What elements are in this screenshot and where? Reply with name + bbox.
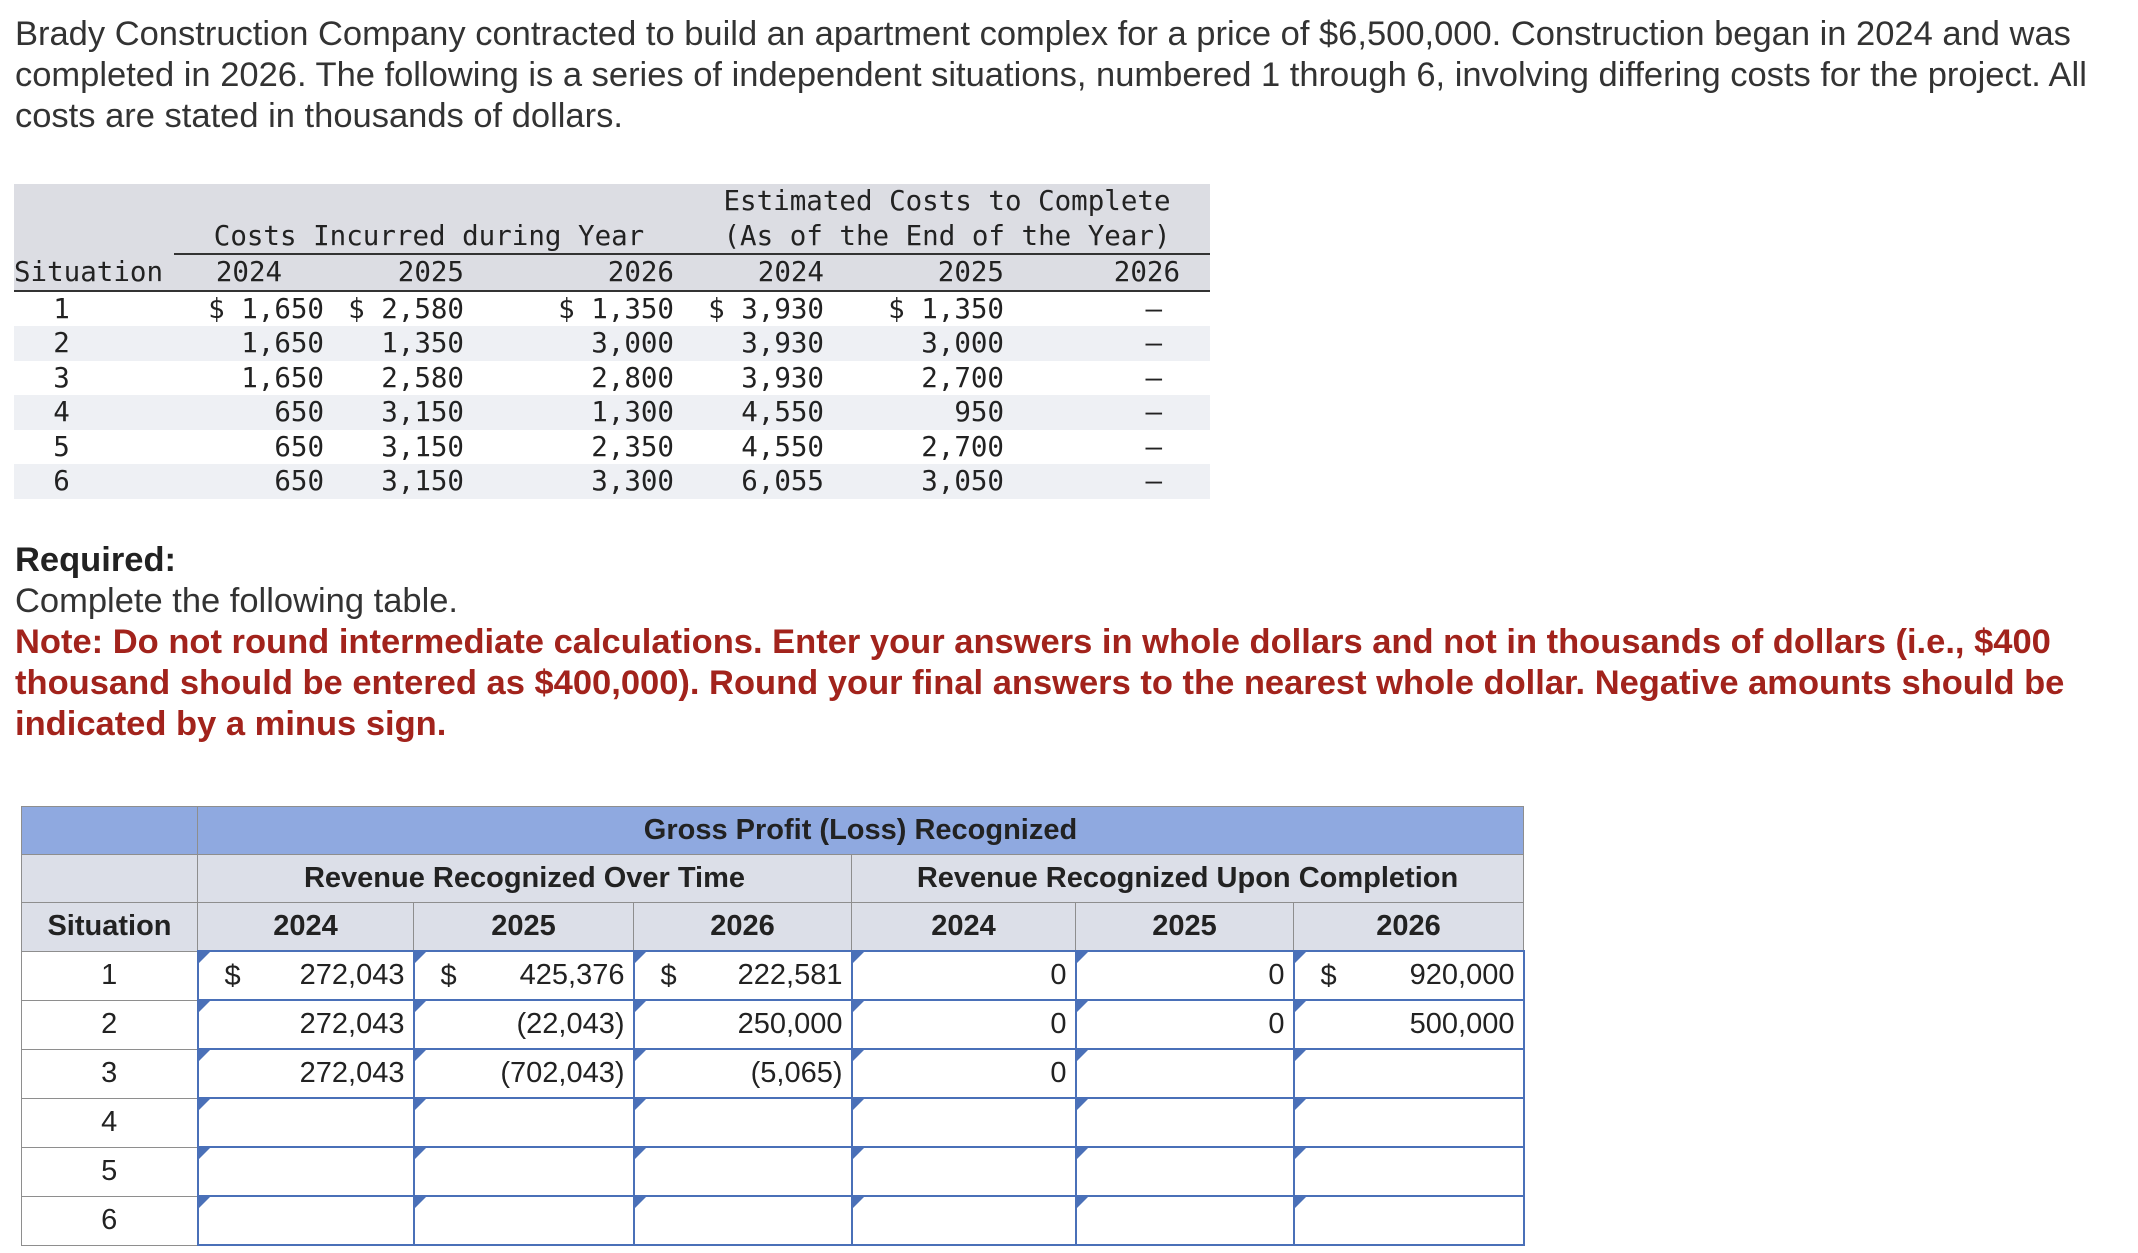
situation-number: 5 [53, 430, 70, 463]
costs-incurred-header: Costs Incurred during Year [174, 219, 684, 255]
cost-cell: 3,000 [864, 326, 1044, 361]
answer-input-cell[interactable] [198, 951, 414, 1000]
answer-row [22, 951, 1524, 1000]
answer-input-cell[interactable] [1294, 1098, 1524, 1147]
currency-symbol: $ [224, 960, 241, 992]
answer-input-cell[interactable] [634, 1049, 852, 1098]
cost-cell: 3,050 [864, 464, 1044, 499]
dash-cell: — [1044, 464, 1210, 499]
answer-value: 0 [1050, 1057, 1067, 1089]
estimated-costs-subheader: (As of the End of the Year) [684, 219, 1210, 255]
cost-cell: 1,350 [324, 326, 504, 361]
dash-cell: — [1044, 326, 1210, 361]
year-header: 2026 [504, 254, 684, 291]
cost-cell: $ 1,650 [208, 292, 324, 325]
year-header: 2024 [174, 254, 324, 291]
cost-row [14, 291, 1210, 327]
cost-cell: 2,700 [921, 361, 1004, 394]
cost-cell: 6,055 [684, 464, 864, 499]
currency-symbol: $ [1320, 960, 1337, 992]
answer-value: 222,581 [737, 959, 843, 991]
cost-row [14, 395, 1210, 430]
answer-input-cell[interactable] [1076, 1147, 1294, 1196]
cost-cell: 3,150 [324, 464, 504, 499]
situation-number: 2 [14, 326, 174, 361]
upon-completion-header: Revenue Recognized Upon Completion [852, 855, 1524, 903]
answer-value: 500,000 [1409, 1008, 1515, 1040]
estimated-costs-header: Estimated Costs to Complete [684, 184, 1210, 219]
cost-cell: 1,300 [504, 395, 684, 430]
situation-number: 5 [22, 1147, 198, 1196]
answer-input-cell[interactable] [634, 1147, 852, 1196]
situation-number: 3 [53, 361, 70, 394]
over-time-header: Revenue Recognized Over Time [198, 855, 852, 903]
answer-input-cell[interactable] [1294, 1049, 1524, 1098]
cost-header-row-1 [14, 184, 1210, 219]
required-section [15, 540, 2125, 745]
answer-input-cell[interactable] [852, 1098, 1076, 1147]
situation-number: 6 [22, 1196, 198, 1245]
answer-input-cell[interactable] [414, 1000, 634, 1049]
answer-value: 920,000 [1409, 959, 1515, 991]
cost-cell: 4,550 [741, 430, 824, 463]
answer-input-cell[interactable] [852, 951, 1076, 1000]
dash-cell: — [1145, 361, 1163, 394]
situation-number: 2 [22, 1000, 198, 1049]
answer-value: 272,043 [299, 1057, 405, 1089]
cost-cell: 2,580 [381, 361, 464, 394]
answer-value: 0 [1268, 1008, 1285, 1040]
cost-cell: 650 [174, 395, 324, 430]
situation-header: Situation [14, 254, 174, 291]
cost-cell: $ 3,930 [708, 292, 824, 325]
answer-value: (702,043) [500, 1057, 625, 1089]
answer-value: (5,065) [750, 1057, 843, 1089]
dash-cell: — [1145, 430, 1163, 463]
answer-input-cell[interactable] [198, 1147, 414, 1196]
year-header: 2026 [634, 903, 852, 952]
cost-row [14, 464, 1210, 499]
situation-number: 1 [53, 292, 70, 325]
answer-value: 0 [1050, 959, 1067, 991]
gross-profit-title: Gross Profit (Loss) Recognized [198, 807, 1524, 855]
answer-input-cell[interactable] [1294, 951, 1524, 1000]
answer-input-cell[interactable] [414, 1196, 634, 1245]
cost-cell: 950 [864, 395, 1044, 430]
corner-cell [22, 855, 198, 903]
answer-input-cell[interactable] [1076, 1098, 1294, 1147]
answer-value: (22,043) [516, 1008, 625, 1040]
answer-input-cell[interactable] [634, 1098, 852, 1147]
year-header: 2025 [324, 254, 504, 291]
answer-input-cell[interactable] [634, 1196, 852, 1245]
situation-number: 4 [14, 395, 174, 430]
cost-cell: $ 1,350 [558, 292, 674, 325]
year-header: 2024 [198, 903, 414, 952]
corner-cell [22, 807, 198, 855]
answer-input-cell[interactable] [852, 1049, 1076, 1098]
answer-input-cell[interactable] [852, 1000, 1076, 1049]
answer-input-cell[interactable] [198, 1098, 414, 1147]
answer-input-cell[interactable] [1294, 1196, 1524, 1245]
cost-cell: 1,650 [174, 326, 324, 361]
answer-value: 272,043 [299, 959, 405, 991]
problem-intro: Brady Construction Company contracted to build an apartment complex for a price of $6,500,000. Construction began in 2024 and was completed in 2026. The following is a series of independent situations, numbered 1 through 6, involving differing costs for the project. All costs are stated in thousands of dollars. [15, 15, 2087, 135]
answer-row [22, 1147, 1524, 1196]
answer-input-cell[interactable] [634, 1000, 852, 1049]
answer-input-cell[interactable] [414, 1049, 634, 1098]
cost-cell: 3,300 [504, 464, 684, 499]
answer-input-cell[interactable] [1076, 1000, 1294, 1049]
dash-cell: — [1145, 292, 1163, 325]
dash-cell: — [1044, 395, 1210, 430]
answer-input-cell[interactable] [852, 1147, 1076, 1196]
answer-input-cell[interactable] [198, 1000, 414, 1049]
year-header: 2026 [1044, 254, 1210, 291]
answer-input-cell[interactable] [414, 1098, 634, 1147]
answer-input-cell[interactable] [852, 1196, 1076, 1245]
currency-symbol: $ [660, 960, 677, 992]
cost-row [14, 430, 1210, 465]
year-header: 2025 [414, 903, 634, 952]
answer-input-cell[interactable] [198, 1049, 414, 1098]
answer-input-cell[interactable] [1076, 1049, 1294, 1098]
answer-row [22, 1049, 1524, 1098]
situation-number: 1 [22, 951, 198, 1000]
required-heading: Required: [15, 541, 177, 579]
answer-input-cell[interactable] [1294, 1147, 1524, 1196]
required-note: Note: Do not round intermediate calculations. Enter your answers in whole dollars and not in thousands of dollars (i.e., $400 thousand should be entered as $400,000). Round your final answers to the nearest whole dollar. Negative amounts should be indicated by a minus sign. [15, 623, 2065, 743]
answer-value: 0 [1050, 1008, 1067, 1040]
year-header: 2024 [684, 254, 864, 291]
answer-input-cell[interactable] [634, 951, 852, 1000]
situation-header: Situation [22, 903, 198, 952]
situation-number: 3 [22, 1049, 198, 1098]
year-header: 2026 [1294, 903, 1524, 952]
answer-value: 250,000 [737, 1008, 843, 1040]
answer-row [22, 1000, 1524, 1049]
situation-number: 6 [14, 464, 174, 499]
cost-cell: 650 [274, 430, 324, 463]
answer-input-cell[interactable] [1076, 951, 1294, 1000]
answer-row [22, 1098, 1524, 1147]
cost-cell: 3,150 [324, 395, 504, 430]
year-header: 2024 [852, 903, 1076, 952]
currency-symbol: $ [440, 960, 457, 992]
cost-row [14, 326, 1210, 361]
answer-value: 425,376 [519, 959, 625, 991]
cost-cell: 4,550 [684, 395, 864, 430]
cost-row [14, 361, 1210, 396]
cost-cell: 1,650 [241, 361, 324, 394]
cost-data-table [14, 184, 1210, 499]
answer-value: 0 [1268, 959, 1285, 991]
answer-input-cell[interactable] [414, 1147, 634, 1196]
cost-cell: 3,930 [684, 326, 864, 361]
situation-number: 4 [22, 1098, 198, 1147]
cost-cell: $ 1,350 [888, 292, 1004, 325]
answer-input-cell[interactable] [198, 1196, 414, 1245]
cost-cell: 3,150 [381, 430, 464, 463]
cost-cell: 2,700 [921, 430, 1004, 463]
cost-cell: 2,350 [591, 430, 674, 463]
answer-input-cell[interactable] [1294, 1000, 1524, 1049]
answer-input-cell[interactable] [414, 951, 634, 1000]
cost-cell: 650 [174, 464, 324, 499]
cost-header-row-2 [14, 219, 1210, 255]
cost-header-row-3 [14, 254, 1210, 291]
year-header: 2025 [1076, 903, 1294, 952]
gross-profit-table [21, 806, 1525, 1246]
cost-cell: 3,000 [504, 326, 684, 361]
answer-input-cell[interactable] [1076, 1196, 1294, 1245]
year-header: 2025 [864, 254, 1044, 291]
cost-cell: 3,930 [741, 361, 824, 394]
required-instruction: Complete the following table. [15, 582, 459, 620]
answer-row [22, 1196, 1524, 1245]
answer-value: 272,043 [299, 1008, 405, 1040]
cost-cell: $ 2,580 [348, 292, 464, 325]
cost-cell: 2,800 [591, 361, 674, 394]
